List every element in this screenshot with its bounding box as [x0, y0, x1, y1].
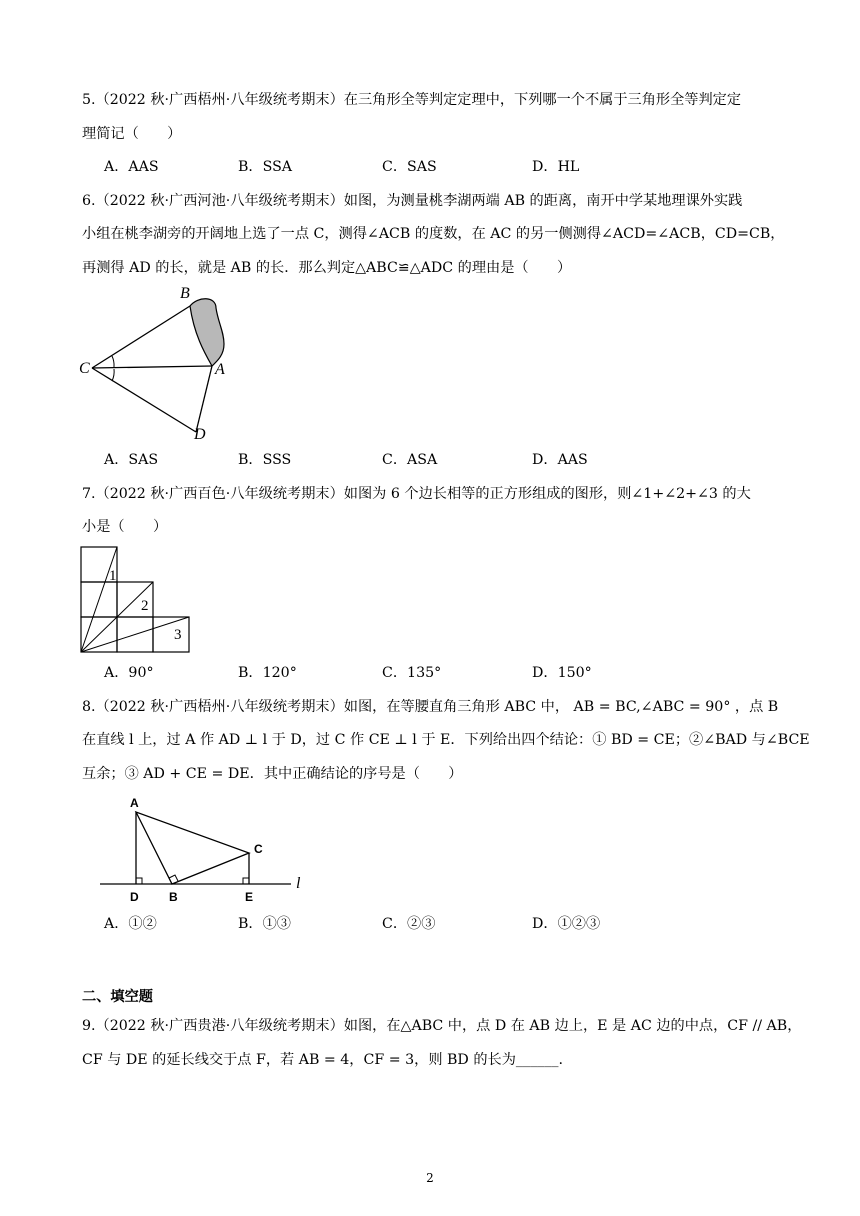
section-heading-fill-in: 二、填空题: [82, 989, 153, 1005]
page-number: 2: [426, 1171, 434, 1185]
q7-stem-line2: 小是（ ）: [82, 519, 168, 535]
label-a: A: [215, 361, 225, 378]
q8-stem-line2: 在直线 l 上，过 A 作 AD ⊥ l 于 D，过 C 作 CE ⊥ l 于 E．下列给出四个结论：① BD = CE；②∠BAD 与∠BCE: [82, 732, 810, 748]
q6-figure: [78, 282, 258, 442]
q5-option-b: B．SSA: [238, 159, 293, 175]
q7-stem-line1: 7.（2022 秋·广西百色·八年级统考期末）如图为 6 个边长相等的正方形组成的图形，则∠1+∠2+∠3 的大: [82, 486, 751, 502]
angle-label-3: 3: [174, 627, 182, 643]
angle-label-1: 1: [109, 568, 117, 584]
label-d: D: [194, 426, 206, 443]
lake-shape: [190, 299, 224, 366]
q9-stem-line2: CF 与 DE 的延长线交于点 F，若 AB = 4，CF = 3，则 BD 的长为______.: [82, 1052, 563, 1068]
label-b: B: [169, 890, 178, 904]
q7-option-a: A．90°: [104, 665, 154, 681]
triangle-abc: [136, 812, 249, 884]
label-c: C: [79, 360, 90, 377]
q6-stem-line1: 6.（2022 秋·广西河池·八年级统考期末）如图，为测量桃李湖两端 AB 的距离，南开中学某地理课外实践: [82, 193, 743, 209]
angle-label-2: 2: [141, 598, 149, 614]
segment-cb: [92, 306, 190, 368]
q5-option-c: C．SAS: [382, 159, 437, 175]
q5-option-a: A．AAS: [104, 159, 159, 175]
right-angle-d: [136, 878, 142, 884]
label-a: A: [130, 796, 139, 810]
q6-option-c: C．ASA: [382, 452, 438, 468]
right-angle-e: [243, 878, 249, 884]
q8-figure: [96, 790, 316, 908]
q6-option-b: B．SSS: [238, 452, 292, 468]
q5-option-d: D．HL: [532, 159, 580, 175]
square-6: [153, 617, 189, 652]
label-l: l: [296, 875, 301, 892]
q5-stem-line2: 理简记（ ）: [82, 126, 182, 142]
q8-stem-line1: 8.（2022 秋·广西梧州·八年级统考期末）如图，在等腰直角三角形 ABC 中， AB = BC,∠ABC = 90° ，点 B: [82, 699, 779, 715]
q8-option-d: D．①②③: [532, 916, 601, 932]
segment-cd: [92, 368, 196, 432]
q6-option-a: A．SAS: [104, 452, 159, 468]
label-b: B: [180, 285, 190, 302]
q8-stem-line3: 互余；③ AD + CE = DE．其中正确结论的序号是（ ）: [82, 766, 463, 782]
q8-option-a: A．①②: [104, 916, 157, 932]
q9-stem-line1: 9.（2022 秋·广西贵港·八年级统考期末）如图，在△ABC 中，点 D 在 AB 边上，E 是 AC 边的中点，CF // AB，: [82, 1018, 802, 1034]
angle-arc-acb: [112, 356, 114, 367]
angle-arc-acd: [112, 369, 114, 381]
label-e: E: [245, 890, 254, 904]
q5-stem-line1: 5.（2022 秋·广西梧州·八年级统考期末）在三角形全等判定定理中，下列哪一个不属于三角形全等判定定: [82, 92, 742, 108]
q6-stem-line3: 再测得 AD 的长，就是 AB 的长．那么判定△ABC≌△ADC 的理由是（ ）: [82, 260, 572, 276]
label-c: C: [254, 842, 263, 856]
segment-ca: [92, 366, 212, 368]
q8-option-b: B．①③: [238, 916, 291, 932]
label-d: D: [130, 890, 139, 904]
q7-option-b: B．120°: [238, 665, 297, 681]
q7-option-c: C．135°: [382, 665, 442, 681]
diagonal-1: [81, 547, 117, 652]
segment-ad: [196, 366, 212, 432]
q8-option-c: C．②③: [382, 916, 436, 932]
diagonal-3: [81, 617, 189, 652]
q7-option-d: D．150°: [532, 665, 592, 681]
q6-option-d: D．AAS: [532, 452, 588, 468]
q7-figure: [80, 546, 194, 656]
q6-stem-line2: 小组在桃李湖旁的开阔地上选了一点 C，测得∠ACB 的度数，在 AC 的另一侧测得∠ACD=∠ACB，CD=CB，: [82, 226, 785, 242]
